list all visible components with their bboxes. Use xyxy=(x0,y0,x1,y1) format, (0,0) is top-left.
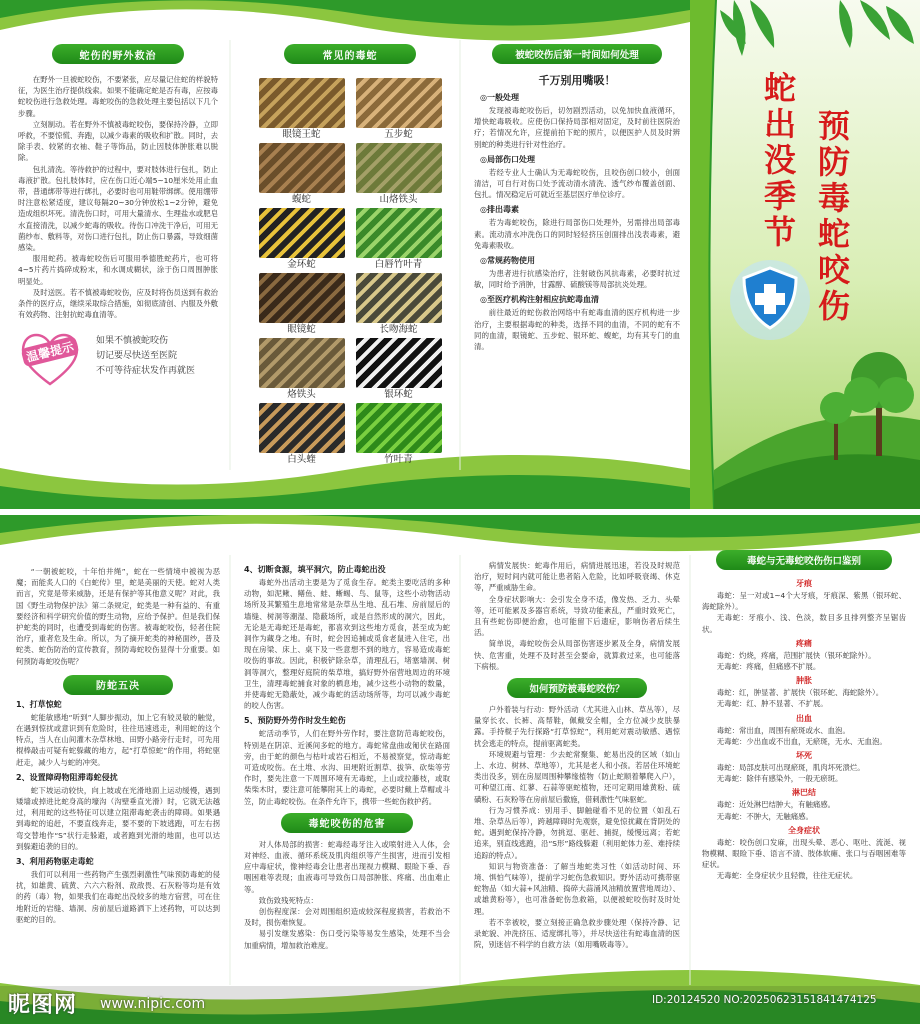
snake-card xyxy=(256,273,347,336)
panel-prevention-rules xyxy=(16,566,220,1006)
paragraph: 知识与物资准备：了解当地蛇类习性（如活动时间、环境、惧怕气味等），提前学习蛇伤急救知识。野外活动可携带驱蛇物品（如大蒜+风油精、捣碎大蒜涌风油精放置营地周边）、或雄黄粉等），也可准备蛇伤急救箱，以便被蛇咬伤时及时处理。 xyxy=(474,861,680,916)
comparison-line: 毒蛇：近处淋巴结肿大，有触痛感。 xyxy=(716,800,836,810)
paragraph: 立刻制动。若在野外不慎被毒蛇咬伤，要保持冷静，立即呼救，不要惊慌、奔跑，以减少毒素的吸收和扩散。同时，去除手表、较紧的衣袖、鞋子等饰品，防止因肢体肿胀难以脱除。 xyxy=(18,119,218,163)
comparison-heading: 全身症状 xyxy=(788,825,820,835)
paragraph: 蛇下坡运动较快，向上坡或在光滑地面上运动缓慢，遇到矮墙或掉进比蛇身高的壕沟（沟壁垂直光滑）时，它就无法越过，利用蛇的这些特征可以建立阻滞毒蛇袭击的障碍。如果遇到毒蛇的追赶，不要直线奔走，要不要的下坡逃跑，可左右拐弯交替地作“S”状行走躲避，或者跑到光滑的地面，也可以达到躲避追袭的目的。 xyxy=(16,785,220,851)
snake-photo xyxy=(259,273,345,323)
snake-name: 五步蛇 xyxy=(384,129,413,140)
snake-photo xyxy=(356,273,442,323)
panel-wild-treatment xyxy=(18,44,218,474)
snake-name: 白唇竹叶青 xyxy=(374,259,423,270)
subsection-heading: ◎排出毒素 xyxy=(480,205,519,215)
snake-card xyxy=(353,273,444,336)
snake-card xyxy=(353,338,444,401)
snake-name: 竹叶青 xyxy=(384,454,413,465)
comparison-heading: 疼痛 xyxy=(796,638,812,648)
cover-panel xyxy=(690,0,920,509)
snake-name: 白头蝰 xyxy=(287,454,316,465)
paragraph: 简单说，毒蛇咬伤会从局部伤害逐步累及全身，病情发展快、危害重，处理不及时甚至会要命，就算救过来，也可能落下病根。 xyxy=(474,639,680,671)
snake-photo xyxy=(259,403,345,453)
rule-heading: 3、利用药物驱走毒蛇 xyxy=(16,857,94,867)
comparison-line: 毒蛇：红，肿显著、扩展快（银环蛇、海蛇除外）。 xyxy=(716,688,884,698)
intro-paragraph: “一朝被蛇咬，十年怕井绳”，蛇在一些情境中被视为恶魔；而能炙人口的《白蛇传》里，蛇是美丽的天使。蛇对人类而言，究竟是带来威胁，还是有保护等其他意义呢？对此，我国《野生动物保护法》第二条规定，蛇类是一种有益的、有重要经济和科学研究价值的野生动物，应给予保护。但是我们保护蛇类的同时，也遭受到毒蛇的伤害。被毒蛇咬伤，轻者住院治疗，重者危及生命。所以，为了摘开蛇类的神秘面纱，普及蛇类、蛇伤防治的宣传教育，预防毒蛇咬伤显得十分重要。如何预防毒蛇咬伤呢？ xyxy=(16,567,220,666)
section-title: 被蛇咬伤后第一时间如何处理 xyxy=(492,44,662,64)
paragraph: 病情发展快：蛇毒作用后，病情进展迅速，若没及时规范治疗，短时间内就可能让患者陷入危险，比如呼吸衰竭、休克等，严重威胁生命。 xyxy=(474,561,680,593)
snake-name: 长吻海蛇 xyxy=(379,324,418,335)
slogan: 千万别用嘴吸！ xyxy=(538,74,616,87)
snake-name: 眼镜王蛇 xyxy=(282,129,321,140)
paragraph: 蛇活动季节，人们在野外劳作时，要注意防范毒蛇咬伤，特别是在阴凉、近溪间多蛇的地方。毒蛇常盘曲或匍伏在路面旁，由于蛇的颜色与枯叶或岩石相近，不易被察觉，惊动毒蛇可造成咬伤。在土堆、水沟、田埂附近割草、拔笋、砍柴等劳作时，要先注意一下周围环境有无毒蛇，上山或拉藤枝，或取柴柴木时，要注意可能攀附其上的毒蛇，必要时戴上草帽或斗笠，防止毒蛇咬伤。在条件允许下，携带一些蛇伤救护药。 xyxy=(244,729,450,806)
rule-heading: 1、打草惊蛇 xyxy=(16,699,62,709)
paragraph: 若为毒蛇咬伤，除进行局部伤口处理外，另需排出局部毒素。流动清水冲洗伤口的同时轻轻挤压创面排出浅表毒素，避免毒素吸收。 xyxy=(474,218,680,250)
comparison-heading: 出血 xyxy=(796,713,812,723)
tip-line: 不可等待症状发作再就医 xyxy=(96,366,196,377)
paragraph: 户外着装与行动：野外活动（尤其进入山林、草丛等），尽量穿长衣、长裤、高帮鞋，佩戴安全帽，全方位减少皮肤暴露。手持棍子先行探路“打草惊蛇”，利用蛇对震动敏感、遇惊扰会逃走的特点，提前驱离蛇类。 xyxy=(474,705,680,748)
rule-heading: 2、设置障碍物阻滞毒蛇侵扰 xyxy=(16,772,118,782)
section-title: 常见的毒蛇 xyxy=(284,44,416,64)
comparison-line: 无毒蛇：全身症状少且轻微，往往无症状。 xyxy=(716,871,858,881)
watermark-id: ID:20124520 NO:20250623151841474125 xyxy=(652,994,877,1006)
section-title: 蛇伤的野外救治 xyxy=(52,44,184,64)
paragraph: 若不幸被咬，要立刻接正确急救步骤处理（保持冷静、记录蛇貌、冲洗挤压、适度绑扎等），并尽快送往有蛇毒血清的医院，别迷信不科学的自救方法（如用嘴吸毒等）。 xyxy=(474,917,680,950)
tip-line: 如果不慎被蛇咬伤 xyxy=(96,336,169,347)
panel-wound-identification xyxy=(702,550,906,1006)
snake-name: 蝮蛇 xyxy=(291,194,311,205)
panel-first-aid xyxy=(474,44,680,480)
panel-prevention-continued xyxy=(244,560,450,1006)
comparison-line: 无毒蛇：牙痕小、浅、色淡，数目多且排列整齐呈锯齿状。 xyxy=(702,613,906,634)
paragraph: 包扎清洗。等待救护的过程中，要对肢体进行包扎，防止毒液扩散。包扎肢体时，应在伤口近心端5~10厘米处用止血带，普通绑带等进行绑扎，必要时也可用鞋带绑绑。使用绷带时注意松紧适度，建议每隔20~30分钟放松1~2分钟，避免造成组织坏死。清洗伤口时，可用大量清水、生理盐水或肥皂水直接清洗，以减少蛇毒的吸收。待伤口冲洗干净后，可用无菌纱布、敷料等，对伤口进行包扎，防止伤口暴露，导致细菌感染。 xyxy=(18,164,218,253)
paragraph: 行为习惯养成：别用手、脚触碰看不见的位置（如乱石堆、杂草丛后等），跨越障碍时先观察，避免惊扰藏在背阴处的蛇。遇到蛇保持冷静，勿挑逗、驱赶、捕捉，缓慢远离；若蛇追来，别直线逃跑，沿“S形”路线躲避（利用蛇体力差、难持续追踪的特点）。 xyxy=(474,805,680,860)
cover-decoration xyxy=(690,0,920,509)
snake-photo xyxy=(356,338,442,388)
paragraph: 易引发继发感染：伤口受污染等易发生感染，处理不当会加重病情，增加救治难度。 xyxy=(244,929,450,950)
section-title: 防蛇五决 xyxy=(63,675,173,695)
comparison-line: 毒蛇：局部皮肤可出现瘀斑，肌肉坏死溃烂。 xyxy=(716,763,865,773)
comparison-heading: 淋巴结 xyxy=(792,788,816,798)
paragraph: 创伤程度深：会对周围组织造成较深程度损害，若救治不及时，损伤难恢复。 xyxy=(244,907,450,928)
paragraph: 全身症状影响大：会引发全身不适，像发热、乏力、头晕等，还可能累及多器官系统，导致功能紊乱，严重时致死亡，且有些蛇伤即便治愈，也可能留下后遗症，影响伤者后续生活。 xyxy=(474,594,680,638)
panel-common-snakes xyxy=(252,44,448,480)
paragraph: 前往最近的蛇伤救治网络中有蛇毒血清的医疗机构进一步治疗，主要根据毒蛇的种类，选择不同的血清，不同的蛇有不同的血清，眼镜蛇、五步蛇、银环蛇、蝮蛇，均有其专门的血清。 xyxy=(474,308,680,352)
cover-title-col2: 预防毒蛇咬伤 xyxy=(817,107,850,325)
comparison-line: 无毒蛇：少出血或不出血，无瘀斑，无水、无血泡。 xyxy=(716,736,887,746)
medical-shield-icon xyxy=(730,260,810,340)
snake-photo xyxy=(356,208,442,258)
paragraph: 对人体局部的损害：蛇毒经毒牙注入或喷射进入人体，会对神经、血液、循环系统及肌肉组织等产生损害，进而引发相应中毒症状，像神经毒会让患者出现视力模糊、眼睑下垂、吞咽困难等表现；血液毒可导致伤口局部肿胀、疼痛、出血难止等。 xyxy=(244,839,450,894)
paragraph: 环境规避与管理：少去蛇常聚集、蛇易出没的区域（如山上、水边、树林、草地等），尤其是老人和小孩。若居住环境蛇类出没多，别在房屋周围种攀缘植物（防止蛇顺着攀爬入户），可种望江南、红蓼、石蒜等驱蛇植物，还可定期用雄黄粉、硫磺粉、石灰粉等在房前屋后撒施，借刺激性气味驱蛇。 xyxy=(474,749,680,804)
snake-photo xyxy=(356,403,442,453)
paragraph: 为患者进行抗感染治疗，注射破伤风抗毒素，必要时抗过敏，同时给予消肿，甘露醇、硫酸镁等局部抗炎处理。 xyxy=(474,269,680,290)
subsection-heading: ◎局部伤口处理 xyxy=(480,154,535,164)
section-title: 毒蛇与无毒蛇咬伤伤口鉴别 xyxy=(716,550,892,570)
snake-name: 银环蛇 xyxy=(384,389,413,400)
snake-card xyxy=(353,403,444,466)
paragraph: 我们可以利用一些药物产生强烈刺激性气味预防毒蛇的侵扰，如雄黄、硫黄、六六六粉剂、敌敌畏、石灰粉等均是有效的药（毒）物，如果我们在毒蛇出没较多的地方宿营，可在住地附近的岩缝、墙洞、房前屋后道路洒下上述药物，可以达到驱蛇的目的。 xyxy=(16,870,220,924)
snake-card xyxy=(256,208,347,271)
comparison-line: 毒蛇：咬伤创口发麻，出现头晕、恶心、呕吐、流涎、视物模糊、眼睑下垂、语言不清、肢体软瘫、张口与吞咽困难等症状。 xyxy=(702,837,906,870)
paragraph: 毒蛇外出活动主要是为了觅食生存。蛇类主要吃活的多种动物，如泥鳅、鳝鱼、蛙、蜥蜴、鸟、鼠等，这些小动物活动场所及其繁殖生息地常常是杂草丛生地、乱石堆、房前屋后的墙缝、树洞等潮湿、隐蔽场所，或是自然形成的洞穴，因此，无论是无毒蛇还是毒蛇，都喜欢到这些地方觅食，甚至成为蛇洞作为藏身之地。有时，蛇会因追捕或觅食老鼠进入住宅，出现在房梁、床上、桌下及一些意想不到的地方，容易造成毒蛇咬伤的事故。因此，积极铲除杂草，清理乱石，堵塞墙洞、树洞等洞穴，整理好庭院的柴草堆，搞好野外宿营地周边的环境卫生，清理毒蛇捕食对象的栖息地，减少这些小动物的数量，并使毒蛇无隐蔽处，减少毒蛇的活动场所等，均可以减少毒蛇的咬人伤害。 xyxy=(244,578,450,711)
comparison-line: 无毒蛇：除伴有感染外，一般无瘀斑。 xyxy=(716,774,843,784)
subsection-heading: ◎至医疗机构注射相应抗蛇毒血清 xyxy=(480,295,599,305)
snake-name: 眼镜蛇 xyxy=(287,324,316,335)
comparison-line: 无毒蛇：不肿大，无触痛感。 xyxy=(716,811,813,821)
section-title: 毒蛇咬伤的危害 xyxy=(281,813,413,833)
paragraph: 发现被毒蛇咬伤后，切勿剧烈活动，以免加快血液循环，增快蛇毒吸收。应使伤口保持局部相对固定，及时前往医院治疗；若情况允许，应提前拍下蛇的照片，以便医护人员及时辨别蛇的种类进行针对性治疗。 xyxy=(474,106,680,149)
snake-name: 烙铁头 xyxy=(287,389,316,400)
snake-card xyxy=(353,208,444,271)
rule-heading: 4、切断食源，填平洞穴，防止毒蛇出没 xyxy=(244,565,386,574)
snake-photo xyxy=(259,208,345,258)
snake-photo xyxy=(259,78,345,128)
paragraph: 及时送医。若不慎被毒蛇咬伤，应及时将伤员送到有救治条件的医疗点，继续采取综合措施，如彻底清创、内服及外敷有效药物、注射抗蛇毒血清等。 xyxy=(18,287,218,320)
subsection-heading: ◎常规药物使用 xyxy=(480,256,535,266)
snake-name: 山烙铁头 xyxy=(379,194,418,205)
paragraph: 若经专业人士确认为无毒蛇咬伤，且咬伤创口较小，创面清洁，可自行对伤口处予流动清水清洗、透气纱布覆盖创面、包扎。情况稳定后可就近至基层医疗单位诊疗。 xyxy=(474,167,680,200)
snake-photo xyxy=(259,143,345,193)
comparison-line: 毒蛇：呈一对或1~4个大牙痕，牙痕深、紫黑（银环蛇、海蛇除外）。 xyxy=(702,591,906,612)
snake-card xyxy=(256,143,347,206)
watermark-url: www.nipic.com xyxy=(100,996,206,1012)
paragraph: 在野外一旦被蛇咬伤，不要紧张，应尽量记住蛇的样貌特征，为医生治疗提供线索。如果不能确定蛇是否有毒，应按毒蛇咬伤进行急救处理。毒蛇咬伤的急救处理主要包括以下几个步骤。 xyxy=(18,75,218,118)
snake-card xyxy=(256,338,347,401)
snake-card xyxy=(353,78,444,141)
rule-heading: 5、预防野外劳作时发生蛇伤 xyxy=(244,716,346,726)
paragraph: 服用蛇药。被毒蛇咬伤后可服用季德胜蛇药片，也可将4~5片药片捣碎成粉末，和水调成糊状，涂于伤口周围肿胀明显处。 xyxy=(18,254,218,286)
cover-title-col1: 蛇出没季节 xyxy=(763,69,796,251)
comparison-line: 无毒蛇：疼痛，但痛感不扩展。 xyxy=(716,662,821,672)
panel-how-to-prevent xyxy=(474,560,680,1006)
snake-photo xyxy=(356,143,442,193)
comparison-line: 毒蛇：灼烧，疼痛，范围扩展快（银环蛇除外）。 xyxy=(716,650,876,660)
section-title: 如何预防被毒蛇咬伤？ xyxy=(507,678,647,698)
snake-name: 金环蛇 xyxy=(287,259,316,270)
snake-card xyxy=(256,403,347,466)
comparison-line: 毒蛇：常出血，周围有瘀斑或水、血泡。 xyxy=(716,725,850,735)
tip-line: 切记要尽快送至医院 xyxy=(96,351,178,362)
tip-box xyxy=(18,332,218,390)
snake-photo xyxy=(356,78,442,128)
snake-card xyxy=(353,143,444,206)
comparison-heading: 肿胀 xyxy=(796,676,812,686)
watermark-logo: 昵图网 xyxy=(8,993,78,1018)
snake-card xyxy=(256,78,347,141)
tip-badge: 温馨提示 xyxy=(21,336,80,368)
comparison-line: 无毒蛇：红、肿不显著、不扩展。 xyxy=(716,699,828,709)
snake-photo xyxy=(259,338,345,388)
subsection-heading: ◎一般处理 xyxy=(480,93,519,102)
paragraph: 蛇能敏感地“听到”人脚步振动，加上它有较灵敏的触觉，在遇到惊扰或意识到有危险时，往往迅速逃走，利用蛇的这个特点，当人在山间灌木杂草林地、田野小路旁行走时，可先用棍棒敲击可疑有蛇躲藏的地方，起“打草惊蛇”的作用，将蛇驱赶走，减少人与蛇的冲突。 xyxy=(16,712,220,767)
comparison-heading: 坏死 xyxy=(796,751,812,761)
comparison-heading: 牙痕 xyxy=(796,579,812,588)
paragraph: 致伤致残死特点： xyxy=(258,895,318,905)
